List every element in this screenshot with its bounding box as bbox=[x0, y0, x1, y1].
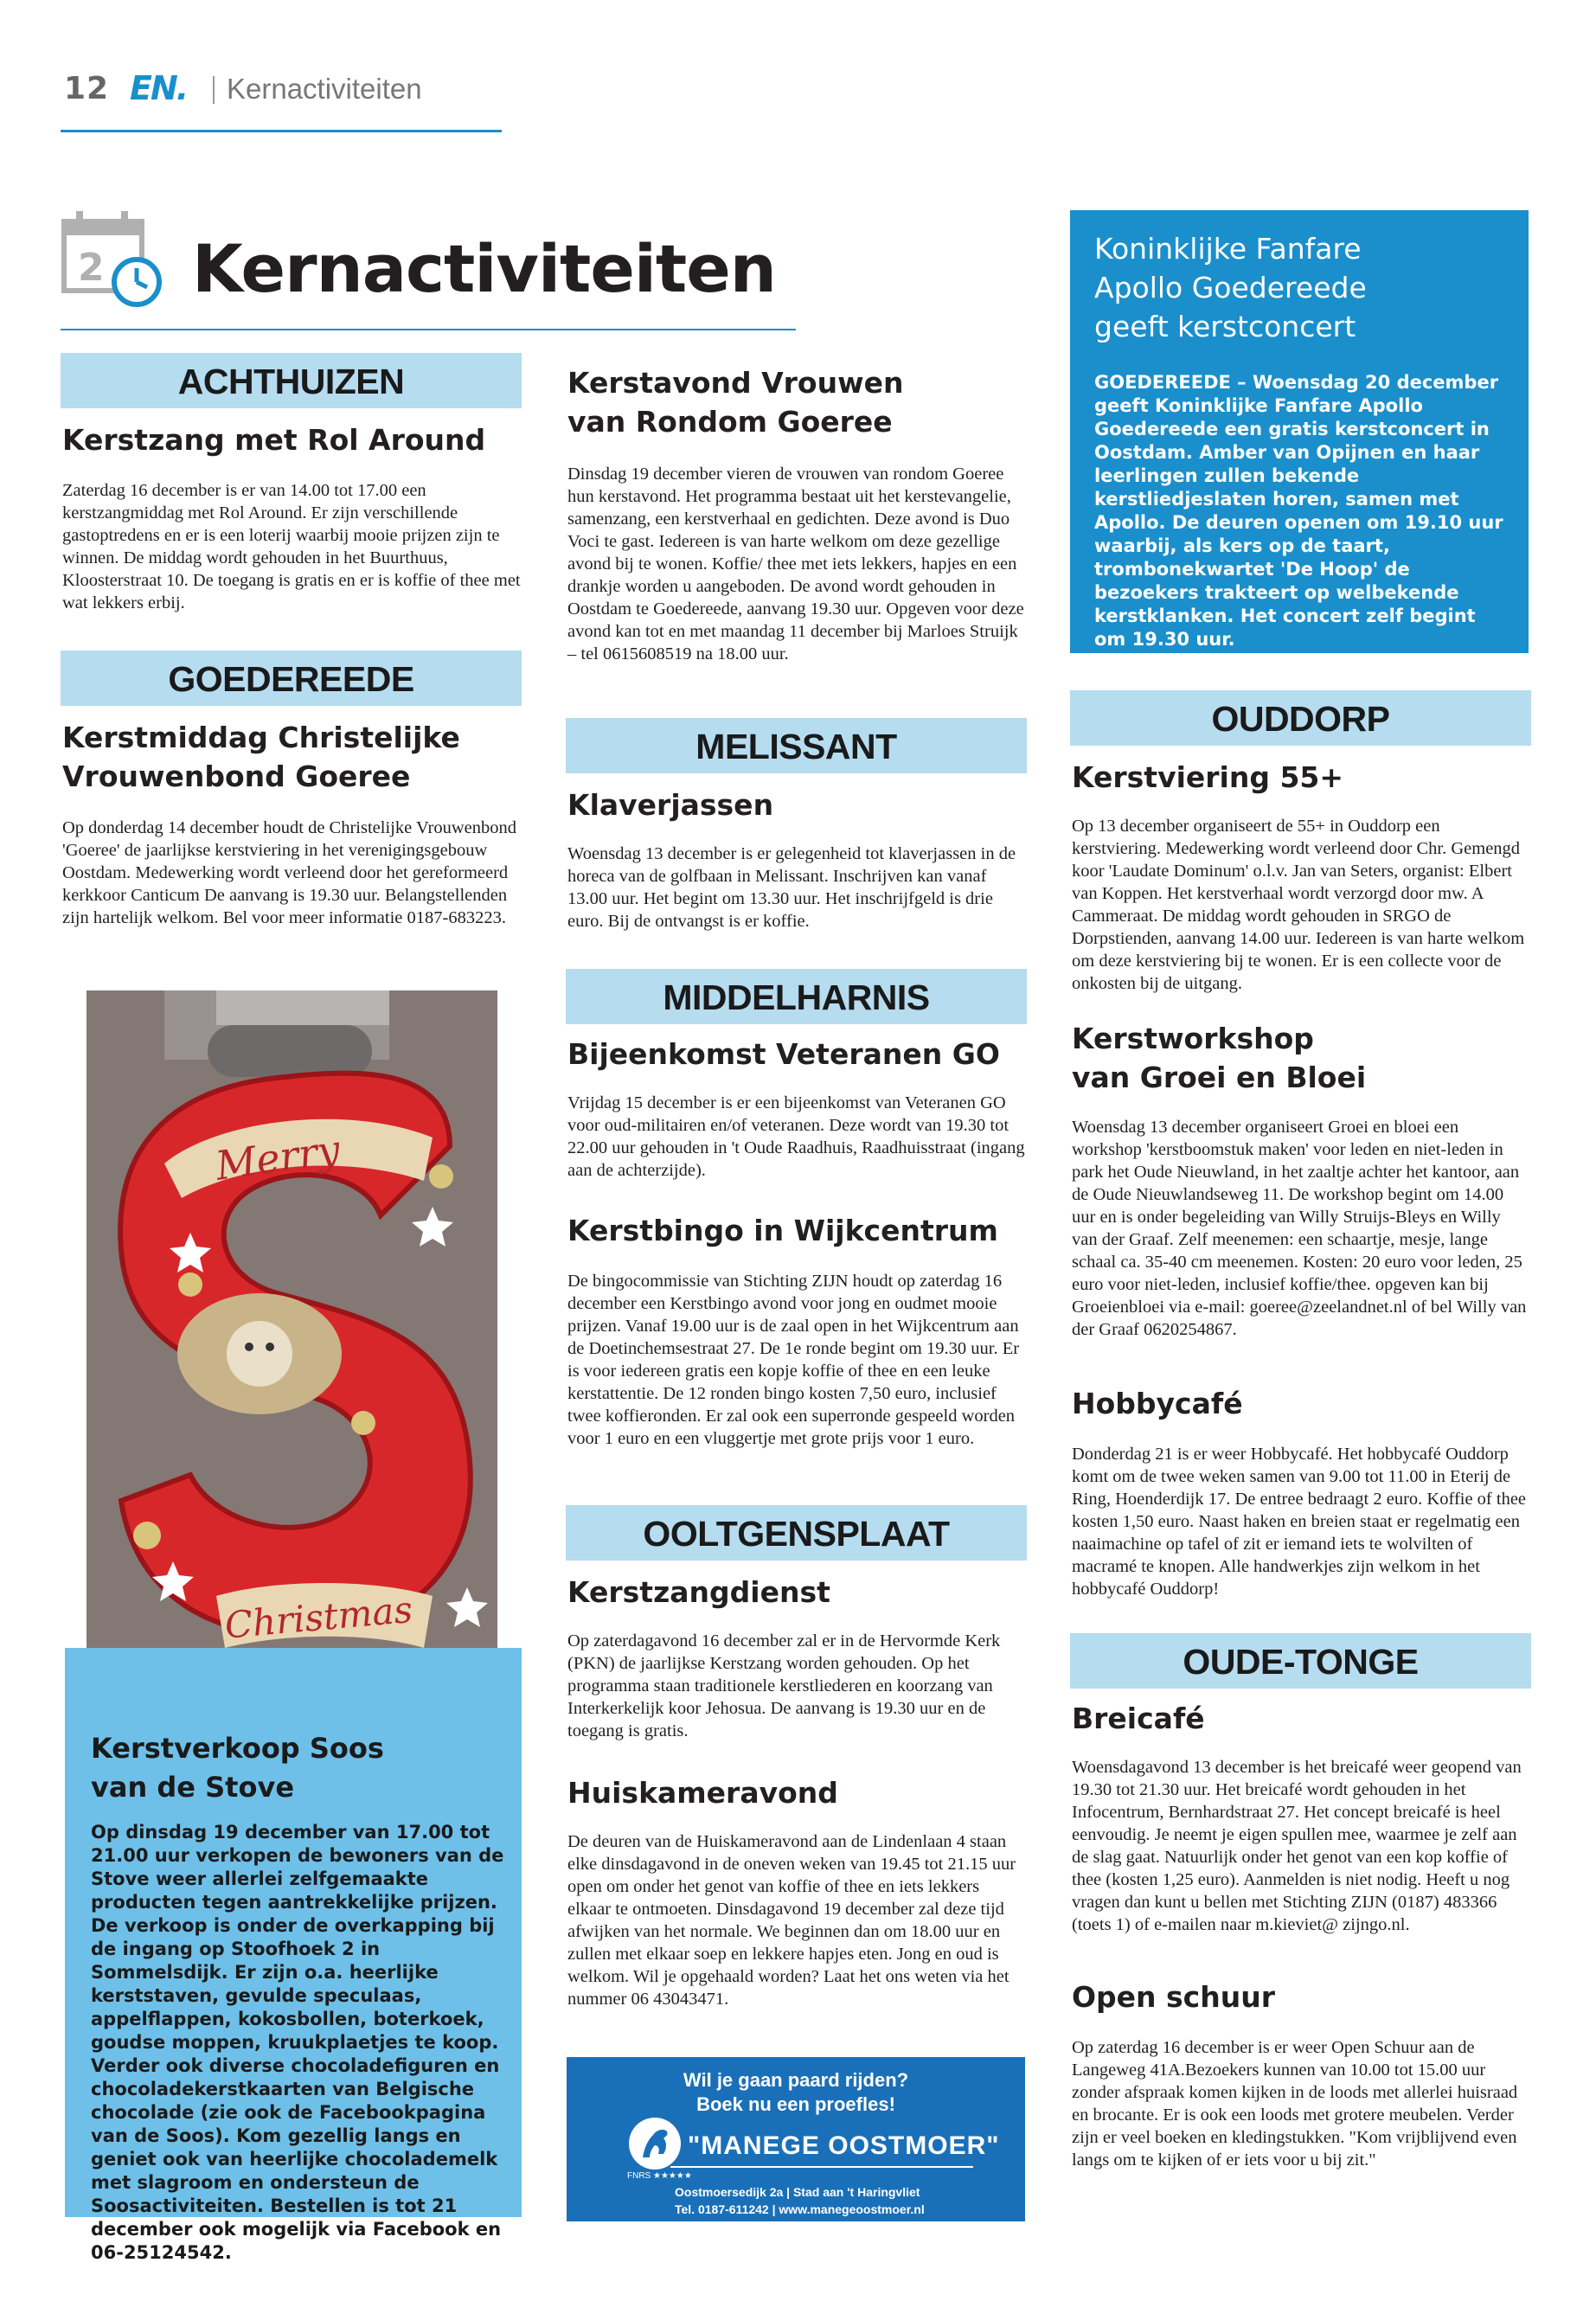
body-kerstworkshop: Woensdag 13 december organiseert Groei en bloei een workshop 'kerstboomstuk maken' voor leden en niet-leden in park het Oude Nieuwland, in het zaaltje achter het kantoor, aan de Oude Nieuwlandseweg 11. De workshop begint om 14.00 uur en is onder begeleiding van Willy Struijs-Bleys en Willy van der Graaf. Zelf meenemen: een schaartje, mesje, lange schaal ca. 35-40 cm meenemen. Kosten: 20 euro voor leden, 25 euro voor niet-leden, inclusief koffie/thee. opgeven kan bij Groeienbloei via e-mail: goeree@zeelandnet.nl of bel Willy van der Graaf 0620254867. bbox=[1072, 1118, 1527, 1339]
heading-huiskameravond: Huiskameravond bbox=[567, 1776, 838, 1810]
heading-kerstavond-line1: Kerstavond Vrouwen bbox=[567, 366, 904, 400]
heading-kerstzang: Kerstzang met Rol Around bbox=[62, 423, 486, 457]
body-breicafe: Woensdagavond 13 december is het breicafé weer geopend van 19.30 tot 21.30 uur. Het breicafé wordt gehouden in het Infocentrum, Bernhardstraat 27. Het concept breicafé is heel eenvoudig. Je neemt je eigen spullen mee, waarmee je zelf aan de slag gaat. Natuurlijk onder het genot van een kop koffie of thee (kosten 1,25 euro). Aanmelden is niet nodig. Heeft u nog vragen dan kunt u bellen met Stichting ZIJN (0187) 483366 (toets 1) of e-mailen naar m.kieviet@ zijngo.nl. bbox=[1072, 1758, 1522, 1934]
page-title: Kernactiviteiten bbox=[192, 230, 776, 307]
body-soos: Op dinsdag 19 december van 17.00 tot 21.00 uur verkopen de bewoners van de Stove weer allerlei zelfgemaakte producten tegen aantrekkelijke prijzen. De verkoop is onder de overkapping bij de ingang op Stoofhoek 2 in Sommelsdijk. Er zijn o.a. heerlijke kerststaven, gevulde speculaas, appelflappen, kokosbollen, boterkoek, goudse moppen, kruukplaetjes te koop. Verder ook diverse chocoladefiguren en chocoladekerstkaarten van Belgische chocolade (zie ook de Facebookpagina van de Soos). Kom gezellig langs en geniet ook van heerlijke chocolademelk met slagroom en ondersteun de Soosactiviteiten. Bestellen is tot 21 december ook mogelijk via Facebook en 06-25124542. bbox=[91, 1822, 504, 2263]
ad-address: Oostmoersedijk 2a | Stad aan 't Haringvliet bbox=[675, 2185, 920, 2199]
heading-soos-line2: van de Stove bbox=[91, 1771, 295, 1804]
page-title-block bbox=[61, 208, 796, 330]
ad-line2: Boek nu een proefles! bbox=[696, 2093, 895, 2115]
heading-kerstviering: Kerstviering 55+ bbox=[1072, 760, 1344, 794]
page-number: 12 bbox=[64, 71, 110, 106]
manege-oostmoer-ad[interactable] bbox=[567, 2057, 1025, 2221]
body-kerstavond: Dinsdag 19 december vieren de vrouwen van rondom Goeree hun kerstavond. Het programma bestaat uit het kerstevangelie, samenzang, een kerstverhaal en gedichten. Deze avond is Duo Voci te gast. Iedereen is van harte welkom om deze gezellige avond bij te wonen. Koffie/ thee met iets lekkers, hapjes en een drankje worden u aangeboden. De avond wordt gehouden in Oostdam te Goedereede, aanvang 19.30 uur. Opgeven voor deze avond kan tot en met maandag 11 december bij Marloes Struijk – tel 0615608519 na 18.00 uur. bbox=[567, 465, 1024, 663]
header-section-name: Kernactiviteiten bbox=[227, 73, 422, 105]
body-huiskameravond: De deuren van de Huiskameravond aan de Lindenlaan 4 staan elke dinsdagavond in de oneven weken van 19.45 tot 21.15 uur open om onder het genot van koffie of thee en iets lekkers elkaar te ontmoeten. Dinsdagavond 19 december zal deze tijd afwijken van het normale. We beginnen dan om 18.00 uur en zullen met elkaar soep en lekkere hapjes eten. Jong en oud is welkom. Wil je opgehaald worden? Laat het ons weten via het nummer 06 43043471. bbox=[567, 1832, 1016, 2009]
calendar-clock-icon bbox=[61, 208, 164, 311]
christmas-letter-s-photo bbox=[87, 990, 497, 1682]
apollo-box bbox=[1070, 210, 1529, 653]
body-kerstzang: Zaterdag 16 december is er van 14.00 tot 17.00 een kerstzangmiddag met Rol Around. Er zijn verschillende gastoptredens en er is een loterij waarbij mooie prijzen zijn te winnen. De middag wordt gehouden in het Buurthuus, Kloosterstraat 10. De toegang is gratis en er is koffie of thee met wat lekkers erbij. bbox=[62, 481, 521, 612]
letter-s-illustration bbox=[87, 990, 497, 1682]
section-bar-middelharnis: MIDDELHARNIS bbox=[566, 969, 1027, 1024]
body-apollo: GOEDEREEDE – Woensdag 20 december geeft Koninklijke Fanfare Apollo Goedereede een gratis kerstconcert in Oostdam. Amber van Opijnen en haar leerlingen zullen bekende kerstliedjeslaten horen, samen met Apollo. De deuren openen om 19.10 uur waarbij, als kers op de taart, trombonekwartet 'De Hoop' de bezoekers trakteert op welbekende kerstklanken. Het concert zelf begint om 19.30 uur. bbox=[1094, 372, 1503, 650]
heading-kerstbingo: Kerstbingo in Wijkcentrum bbox=[567, 1214, 998, 1247]
heading-kerstmiddag-line2: Vrouwenbond Goeree bbox=[62, 760, 411, 793]
heading-apollo-line1: Koninklijke Fanfare bbox=[1094, 232, 1362, 266]
heading-hobbycafe: Hobbycafé bbox=[1072, 1387, 1243, 1420]
soos-box bbox=[65, 1648, 522, 2263]
body-kerstmiddag: Op donderdag 14 december houdt de Christelijke Vrouwenbond 'Goeree' de jaarlijkse kerstviering in het verenigingsgebouw Oostdam. Medewerking wordt verleend door het gereformeerd kerkkoor Canticum De aanvang is 19.30 uur. Belangstellenden zijn hartelijk welkom. Bel voor meer informatie 0187-683223. bbox=[62, 818, 517, 927]
heading-breicafe: Breicafé bbox=[1072, 1702, 1205, 1735]
heading-apollo-line2: Apollo Goedereede bbox=[1094, 271, 1367, 304]
ad-divider bbox=[670, 2166, 973, 2168]
heading-kerstworkshop-line2: van Groei en Bloei bbox=[1072, 1061, 1367, 1094]
heading-soos-line1: Kerstverkoop Soos bbox=[91, 1732, 384, 1765]
heading-veteranen: Bijeenkomst Veteranen GO bbox=[567, 1037, 1000, 1071]
ad-line1: Wil je gaan paard rijden? bbox=[683, 2069, 909, 2091]
publication-logo: EN. bbox=[130, 69, 188, 107]
body-klaverjassen: Woensdag 13 december is er gelegenheid tot klaverjassen in de horeca van de golfbaan in Melissant. Inschrijven kan vanaf 13.00 uur. Het begint om 13.30 uur. Het inschrijfgeld is drie euro. Bij de ontvangst is er koffie. bbox=[567, 844, 1016, 931]
heading-apollo-line3: geeft kerstconcert bbox=[1094, 310, 1356, 343]
header-divider bbox=[213, 76, 215, 104]
ad-business-name: "MANEGE OOSTMOER" bbox=[688, 2131, 1000, 2160]
section-bar-achthuizen: ACHTHUIZEN bbox=[61, 353, 522, 408]
section-bar-ouddorp: OUDDORP bbox=[1070, 690, 1531, 746]
heading-kerstavond-line2: van Rondom Goeree bbox=[567, 405, 893, 439]
heading-klaverjassen: Klaverjassen bbox=[567, 788, 774, 822]
heading-open-schuur: Open schuur bbox=[1072, 1980, 1275, 2014]
body-kerstbingo: De bingocommissie van Stichting ZIJN houdt op zaterdag 16 december een Kerstbingo avond voor jong en oudmet mooie prijzen. Vanaf 19.00 uur is de zaal open in het Wijkcentrum aan de Doetinchemsestraat 27. De 1e ronde begint om 19.30 uur. Er is voor iedereen gratis een kopje koffie of thee en een leuke kerstattentie. De 12 ronden bingo kosten 7,50 euro, inclusief twee koffieronden. Er zal ook een superronde gespeeld worden voor 1 euro en een vluggertje met grote prijs voor 1 euro. bbox=[567, 1272, 1020, 1448]
section-bar-goedereede: GOEDEREEDE bbox=[61, 651, 522, 706]
heading-kerstworkshop-line1: Kerstworkshop bbox=[1072, 1022, 1314, 1055]
svg-text:2: 2 bbox=[78, 246, 105, 290]
heading-kerstmiddag-line1: Kerstmiddag Christelijke bbox=[62, 721, 460, 754]
body-open-schuur: Op zaterdag 16 december is er weer Open Schuur aan de Langeweg 41A.Bezoekers kunnen van 10.00 tot 15.00 uur zonder afspraak komen kijken in de loods met allerlei huisraad en brocante. Er is ook een loods met grotere meubelen. Verder zijn er veel boeken en kledingstukken. "Kom vrijblijvend even langs om te kijken of er iets voor u bij zit." bbox=[1072, 2038, 1518, 2170]
ad-fnrs-rating: FNRS ★★★★★ bbox=[627, 2171, 692, 2181]
svg-text:Christmas: Christmas bbox=[222, 1587, 414, 1647]
section-bar-ooltgensplaat: OOLTGENSPLAAT bbox=[566, 1505, 1027, 1561]
svg-text:Merry: Merry bbox=[212, 1125, 343, 1189]
heading-kerstzangdienst: Kerstzangdienst bbox=[567, 1575, 830, 1609]
body-kerstzangdienst: Op zaterdagavond 16 december zal er in de Hervormde Kerk (PKN) de jaarlijkse Kerstzang worden gehouden. Op het programma staan traditionele kerstliederen en koorzang van Interkerkelijk koor Jehosua. De aanvang is 19.30 uur en de toegang is gratis. bbox=[567, 1631, 1001, 1740]
body-veteranen: Vrijdag 15 december is er een bijeenkomst van Veteranen GO voor oud-militairen en/of veteranen. Deze wordt van 19.30 tot 22.00 uur gehouden in 't Oude Raadhuis, Raadhuisstraat (ingang aan de achterzijde). bbox=[567, 1093, 1025, 1180]
section-bar-melissant: MELISSANT bbox=[566, 718, 1027, 773]
section-bar-oude-tonge: OUDE-TONGE bbox=[1070, 1633, 1531, 1689]
body-kerstviering: Op 13 december organiseert de 55+ in Ouddorp een kerstviering. Medewerking wordt verleend door Chr. Gemengd koor 'Laudate Dominum' o.l.v. Jan van Seters, organist: Elbert van Koppen. Het kerstverhaal wordt verzorgd door mw. A Cammeraat. De middag wordt gehouden in SRGO de Dorpstienden, aanvang 14.00 uur. Iedereen is van harte welkom om deze kerstviering bij te wonen. Er is een collecte voor de onkosten bij de uitgang. bbox=[1072, 817, 1525, 993]
horse-logo-icon bbox=[627, 2116, 683, 2171]
ad-contact: Tel. 0187-611242 | www.manegeoostmoer.nl bbox=[675, 2202, 925, 2216]
page-header bbox=[61, 67, 502, 132]
body-hobbycafe: Donderdag 21 is er weer Hobbycafé. Het hobbycafé Ouddorp komt om de twee weken samen van 9.00 tot 11.00 in Eterij de Ring, Hoenderdijk 17. De entree bedraagt 2 euro. Koffie of thee kosten 1,50 euro. Naast haken en breien staat er regelmatig een naaimachine op tafel of zit er iemand iets te wolvilten of macramé te knopen. Alle handwerkjes zijn welkom in het hobbycafé Ouddorp! bbox=[1072, 1445, 1527, 1599]
